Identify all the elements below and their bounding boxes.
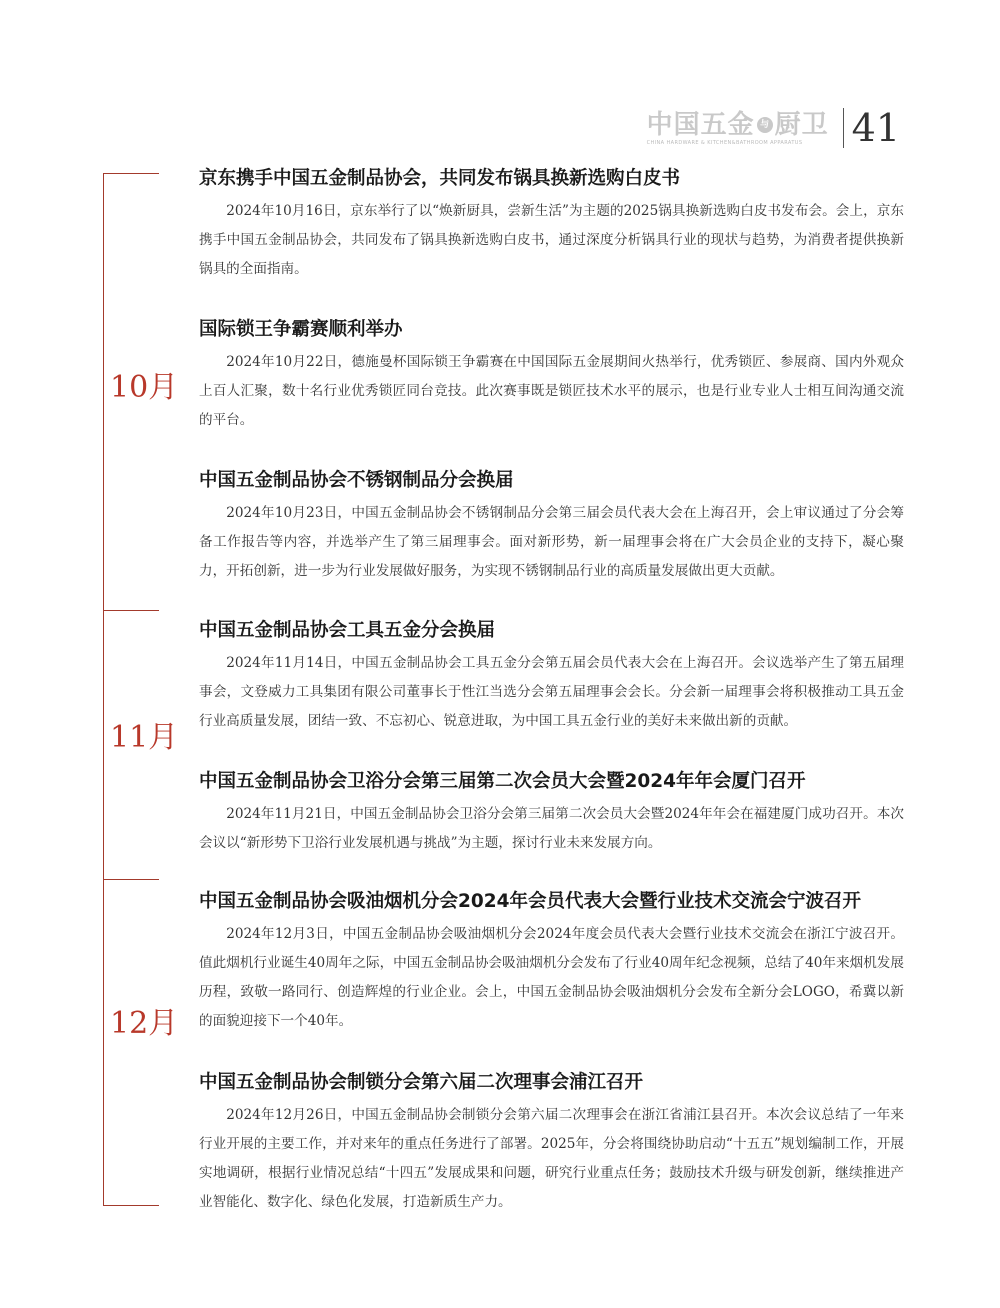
month-label-december: 12月	[110, 1006, 179, 1041]
news-body: 2024年12月3日，中国五金制品协会吸油烟机分会2024年度会员代表大会暨行业技术交流会在浙江宁波召开。值此烟机行业诞生40周年之际，中国五金制品协会吸油烟机分会发布了行业40周年纪念视频，总结了40年来烟机发展历程，致敬一路同行、创造辉煌的行业企业。会上，中国五金制品协会吸油烟机分会发布全新分会LOGO，希冀以新的面貌迎接下一个40年。	[199, 926, 904, 1029]
news-item	[199, 469, 904, 586]
news-body: 2024年11月21日，中国五金制品协会卫浴分会第三届第二次会员大会暨2024年年会在福建厦门成功召开。本次会议以“新形势下卫浴行业发展机遇与挑战”为主题，探讨行业未来发展方向。	[199, 806, 904, 851]
news-title: 中国五金制品协会卫浴分会第三届第二次会员大会暨2024年年会厦门召开	[199, 771, 806, 792]
news-body: 2024年12月26日，中国五金制品协会制锁分会第六届二次理事会在浙江省浦江县召开。本次会议总结了一年来行业开展的主要工作，并对来年的重点任务进行了部署。2025年，分会将围绕协助启动“十五五”规划编制工作，开展实地调研，根据行业情况总结“十四五”发展成果和问题，研究行业重点任务；鼓励技术升级与研发创新，继续推进产业智能化、数字化、绿色化发展，打造新质生产力。	[199, 1107, 904, 1210]
page-number: 41	[851, 106, 900, 150]
logo-main-left: 中国五金	[646, 109, 755, 140]
logo-main-right: 厨卫	[774, 109, 829, 140]
news-body: 2024年10月16日，京东举行了以“焕新厨具，尝新生活”为主题的2025锅具换新选购白皮书发布会。会上，京东携手中国五金制品协会，共同发布了锅具换新选购白皮书，通过深度分析锅具行业的现状与趋势，为消费者提供换新锅具的全面指南。	[199, 203, 904, 277]
timeline-tick	[103, 173, 159, 174]
news-item	[199, 619, 904, 736]
timeline-line	[103, 173, 104, 1205]
news-title: 京东携手中国五金制品协会，共同发布锅具换新选购白皮书	[199, 168, 681, 189]
header-divider	[843, 108, 844, 148]
timeline-tick	[103, 879, 159, 880]
magazine-logo	[647, 111, 829, 146]
news-item	[199, 1071, 904, 1217]
timeline-tick	[103, 1205, 159, 1206]
logo-subtitle: CHINA HARDWARE & KITCHEN&BATHROOM APPARATUS	[646, 139, 803, 146]
news-body: 2024年10月23日，中国五金制品协会不锈钢制品分会第三届会员代表大会在上海召开，会上审议通过了分会筹备工作报告等内容，并选举产生了第三届理事会。面对新形势，新一届理事会将在广大会员企业的支持下，凝心聚力，开拓创新，进一步为行业发展做好服务，为实现不锈钢制品行业的高质量发展做出更大贡献。	[199, 505, 904, 579]
news-item	[199, 890, 904, 1036]
timeline-tick	[103, 610, 159, 611]
news-body: 2024年11月14日，中国五金制品协会工具五金分会第五届会员代表大会在上海召开。会议选举产生了第五届理事会，文登威力工具集团有限公司董事长于性江当选分会第五届理事会会长。分会新一届理事会将积极推动工具五金行业高质量发展，团结一致、不忘初心、锐意进取，为中国工具五金行业的美好未来做出新的贡献。	[199, 655, 904, 729]
news-item	[199, 770, 904, 858]
news-title: 中国五金制品协会吸油烟机分会2024年会员代表大会暨行业技术交流会宁波召开	[199, 891, 861, 912]
page-header	[647, 104, 900, 152]
news-title: 中国五金制品协会不锈钢制品分会换届	[199, 470, 514, 491]
news-item	[199, 167, 904, 284]
logo-badge-icon: 与	[757, 117, 773, 133]
news-item	[199, 318, 904, 435]
month-label-october: 10月	[110, 370, 179, 405]
logo-wordmark	[647, 111, 829, 139]
month-label-november: 11月	[110, 720, 179, 755]
news-title: 国际锁王争霸赛顺利举办	[199, 319, 403, 340]
news-title: 中国五金制品协会制锁分会第六届二次理事会浦江召开	[199, 1072, 644, 1093]
news-title: 中国五金制品协会工具五金分会换届	[199, 620, 496, 641]
news-body: 2024年10月22日，德施曼杯国际锁王争霸赛在中国国际五金展期间火热举行，优秀锁匠、参展商、国内外观众上百人汇聚，数十名行业优秀锁匠同台竞技。此次赛事既是锁匠技术水平的展示，也是行业专业人士相互间沟通交流的平台。	[199, 354, 904, 428]
